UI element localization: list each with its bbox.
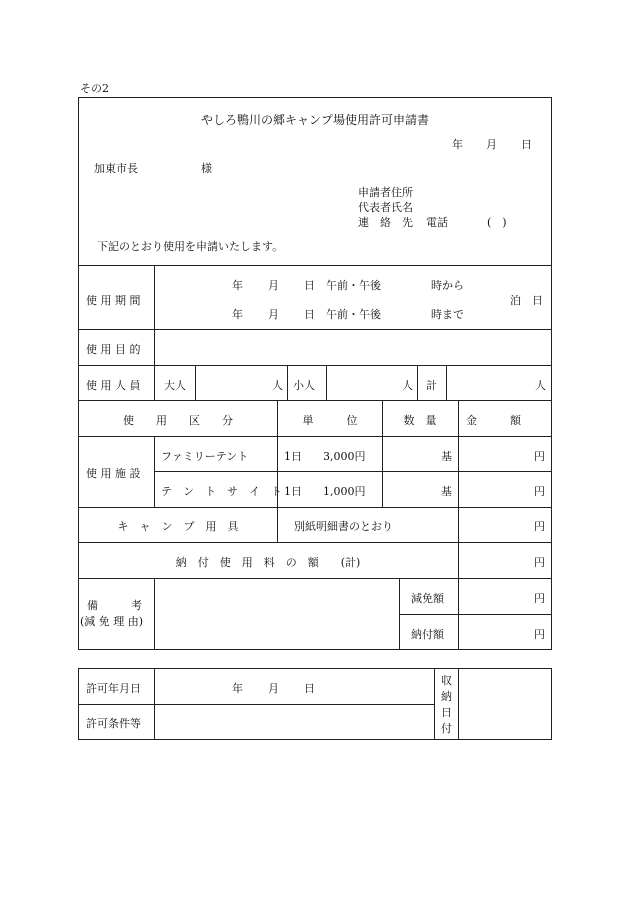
period-end-time[interactable]: 時まで	[431, 308, 464, 321]
permit-date-label: 許可年月日	[86, 682, 141, 695]
period-end-year[interactable]: 年	[232, 308, 243, 321]
header-quantity: 数 量	[403, 414, 437, 427]
receipt-char-3: 日	[441, 706, 452, 719]
header-amount: 金 額	[466, 414, 521, 427]
addressee-name: 加東市長	[94, 162, 138, 175]
facility-tent-site-price: 1,000円	[323, 485, 366, 498]
period-end-day[interactable]: 日	[304, 308, 315, 321]
camping-gear-detail: 別紙明細書のとおり	[294, 520, 393, 533]
remarks-label: 備 考	[87, 599, 142, 612]
adult-label: 大人	[164, 379, 186, 392]
date-month[interactable]: 月	[486, 138, 497, 151]
reduction-amount-label: 減免額	[411, 592, 444, 605]
remarks-field[interactable]	[160, 584, 392, 644]
permit-date-day[interactable]: 日	[304, 682, 315, 695]
date-year[interactable]: 年	[452, 138, 463, 151]
remarks-reduction-reason-label: (減 免 理 由)	[80, 615, 144, 628]
applicant-address-label: 申請者住所	[358, 186, 413, 199]
facility-family-tent-qty[interactable]: 基	[441, 450, 452, 463]
period-label: 使 用 期 間	[86, 294, 141, 307]
period-start-day[interactable]: 日	[304, 279, 315, 292]
facility-family-tent-yen[interactable]: 円	[534, 450, 545, 463]
receipt-char-2: 納	[441, 690, 452, 703]
purpose-label: 使 用 目 的	[86, 343, 141, 356]
camping-gear-label: キ ャ ン プ 用 具	[117, 520, 239, 533]
receipt-date-label	[441, 673, 452, 737]
period-start-month[interactable]: 月	[268, 279, 279, 292]
facility-tent-site-qty[interactable]: 基	[441, 485, 452, 498]
intro-text: 下記のとおり使用を申請いたします。	[97, 240, 284, 253]
permit-date-year[interactable]: 年	[232, 682, 243, 695]
child-label: 小人	[293, 379, 315, 392]
receipt-char-4: 付	[441, 722, 452, 735]
payment-amount-label: 納付額	[411, 628, 444, 641]
applicant-contact-label: 連 絡 先	[358, 216, 413, 229]
form-number: その2	[80, 82, 109, 95]
reduction-amount-yen[interactable]: 円	[534, 592, 545, 605]
facilities-label: 使 用 施 設	[86, 467, 141, 480]
period-start-time[interactable]: 時から	[431, 279, 464, 292]
header-category: 使 用 区 分	[123, 414, 233, 427]
permit-date-month[interactable]: 月	[268, 682, 279, 695]
applicant-phone-parens[interactable]: ( )	[487, 216, 507, 229]
applicant-name-label: 代表者氏名	[358, 201, 413, 214]
facility-family-tent: ファミリーテント	[161, 450, 249, 463]
payment-amount-yen[interactable]: 円	[534, 628, 545, 641]
period-end-month[interactable]: 月	[268, 308, 279, 321]
facility-family-tent-unit: 1日	[284, 450, 302, 463]
facility-tent-site-unit: 1日	[284, 485, 302, 498]
receipt-stamp-field[interactable]	[462, 672, 548, 736]
applicant-phone-label: 電話	[426, 216, 448, 229]
header-unit: 単 位	[302, 414, 358, 427]
period-nights[interactable]: 泊 日	[510, 294, 543, 307]
facility-tent-site: テ ン ト サ イ ト	[161, 485, 282, 498]
camping-gear-yen[interactable]: 円	[534, 520, 545, 533]
form-title: やしろ鴨川の郷キャンプ場使用許可申請書	[200, 113, 430, 127]
permit-conditions-field[interactable]	[160, 709, 428, 735]
facility-tent-site-yen[interactable]: 円	[534, 485, 545, 498]
total-fee-label: 納 付 使 用 料 の 額 (計)	[175, 556, 361, 569]
purpose-field[interactable]	[160, 335, 545, 359]
total-persons-label: 計	[426, 379, 437, 392]
receipt-char-1: 収	[441, 674, 452, 687]
facility-family-tent-price: 3,000円	[323, 450, 366, 463]
adult-unit[interactable]: 人	[272, 379, 283, 392]
total-persons-unit[interactable]: 人	[535, 379, 546, 392]
date-day[interactable]: 日	[521, 138, 532, 151]
period-start-year[interactable]: 年	[232, 279, 243, 292]
period-end-ampm[interactable]: 午前・午後	[326, 308, 381, 321]
period-start-ampm[interactable]: 午前・午後	[326, 279, 381, 292]
persons-label: 使 用 人 員	[86, 379, 141, 392]
total-fee-yen[interactable]: 円	[534, 556, 545, 569]
addressee-honorific: 様	[201, 162, 212, 175]
child-unit[interactable]: 人	[402, 379, 413, 392]
permit-conditions-label: 許可条件等	[86, 717, 141, 730]
